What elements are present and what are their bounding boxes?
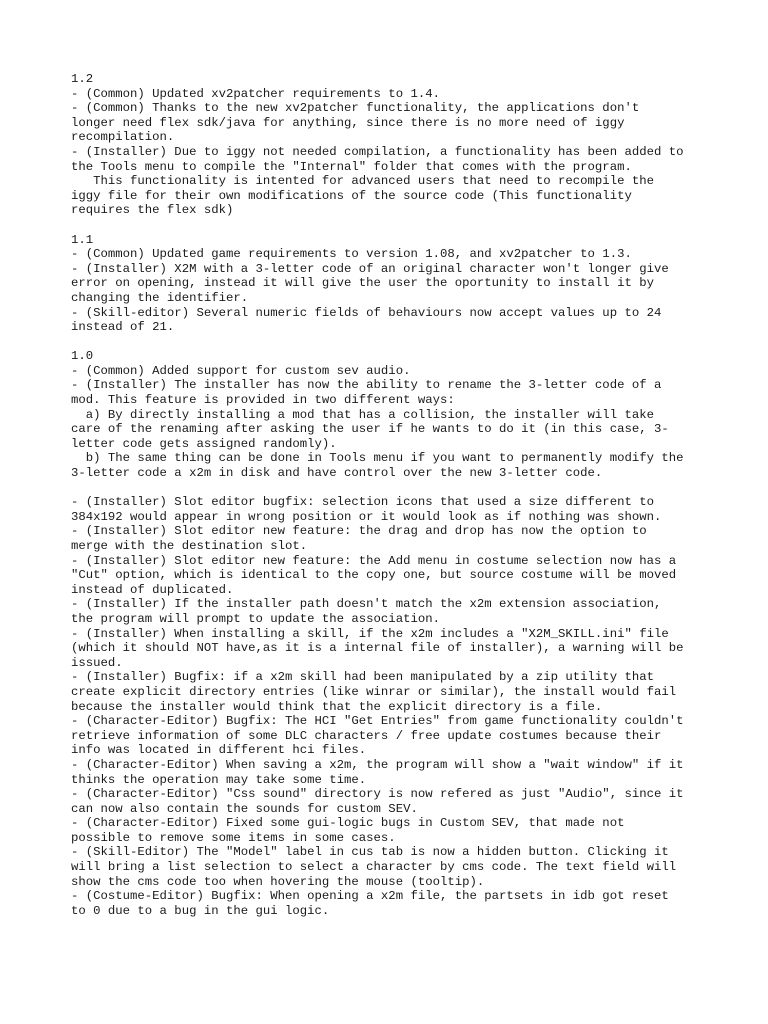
- changelog-line: the Tools menu to compile the "Internal" folder that comes with the program.: [71, 159, 632, 174]
- changelog-line: longer need flex sdk/java for anything, since there is no more need of iggy: [71, 115, 625, 130]
- changelog-section: [71, 233, 711, 335]
- changelog-line: - (Installer) Slot editor bugfix: selection icons that used a size different to: [71, 495, 654, 510]
- changelog-line: 3-letter code a x2m in disk and have control over the new 3-letter code.: [71, 466, 603, 481]
- changelog-section: [71, 72, 711, 218]
- changelog-line: b) The same thing can be done in Tools menu if you want to permanently modify the: [71, 451, 684, 466]
- changelog-line: - (Installer) If the installer path doesn't match the x2m extension association,: [71, 597, 662, 612]
- version-heading: 1.2: [71, 72, 94, 86]
- changelog-line: will bring a list selection to select a character by cms code. The text field will: [71, 860, 677, 875]
- changelog-line: care of the renaming after asking the user if he wants to do it (in this case, 3-: [71, 422, 669, 437]
- changelog-section: [71, 495, 711, 918]
- changelog-line: requires the flex sdk): [71, 203, 234, 218]
- changelog-line: because the installer would think that the explicit directory is a file.: [71, 699, 603, 714]
- changelog-line: - (Installer) Slot editor new feature: the Add menu in costume selection now has a: [71, 553, 677, 568]
- changelog-line: - (Installer) X2M with a 3-letter code of an original character won't longer give: [71, 261, 669, 276]
- changelog-line: - (Skill-editor) Several numeric fields of behaviours now accept values up to 24: [71, 305, 662, 320]
- changelog-line: (which it should NOT have,as it is a internal file of installer), a warning will be: [71, 641, 684, 656]
- changelog-line: retrieve information of some DLC characters / free update costumes because their: [71, 728, 662, 743]
- changelog-line: the program will prompt to update the association.: [71, 611, 440, 626]
- changelog-line: - (Costume-Editor) Bugfix: When opening a x2m file, the partsets in idb got reset: [71, 889, 669, 904]
- changelog-line: - (Common) Added support for custom sev audio.: [71, 363, 411, 378]
- version-heading: 1.0: [71, 349, 94, 364]
- changelog-line: - (Installer) Bugfix: if a x2m skill had been manipulated by a zip utility that: [71, 670, 654, 685]
- changelog-line: mod. This feature is provided in two different ways:: [71, 393, 455, 408]
- changelog-line: - (Common) Updated game requirements to version 1.08, and xv2patcher to 1.3.: [71, 247, 632, 262]
- changelog-line: changing the identifier.: [71, 290, 249, 305]
- changelog-line: iggy file for their own modifications of the source code (This functionality: [71, 188, 632, 203]
- changelog-line: This functionality is intented for advanced users that need to recompile the: [71, 174, 654, 189]
- changelog-line: recompilation.: [71, 130, 175, 145]
- changelog-line: - (Skill-Editor) The "Model" label in cus tab is now a hidden button. Clicking it: [71, 845, 669, 860]
- changelog-line: - (Common) Updated xv2patcher requirements to 1.4.: [71, 86, 440, 101]
- changelog-line: - (Common) Thanks to the new xv2patcher functionality, the applications don't: [71, 101, 640, 116]
- changelog-line: instead of 21.: [71, 320, 175, 335]
- changelog-line: merge with the destination slot.: [71, 539, 308, 553]
- changelog-document: [71, 72, 711, 933]
- changelog-line: letter code gets assigned randomly).: [71, 436, 337, 451]
- changelog-line: - (Installer) The installer has now the ability to rename the 3-letter code of a: [71, 378, 662, 393]
- changelog-line: can now also contain the sounds for custom SEV.: [71, 801, 418, 816]
- version-heading: 1.1: [71, 232, 94, 247]
- changelog-line: - (Character-Editor) "Css sound" directory is now refered as just "Audio", since it: [71, 787, 684, 802]
- changelog-line: a) By directly installing a mod that has a collision, the installer will take: [71, 407, 654, 422]
- changelog-line: - (Character-Editor) When saving a x2m, the program will show a "wait window" if it: [71, 757, 684, 772]
- changelog-line: - (Installer) Slot editor new feature: the drag and drop has now the option to: [71, 524, 647, 539]
- changelog-section: [71, 349, 711, 480]
- changelog-line: instead of duplicated.: [71, 582, 234, 597]
- changelog-line: create explicit directory entries (like winrar or similar), the install would fail: [71, 684, 677, 699]
- changelog-line: error on opening, instead it will give the user the oportunity to install it by: [71, 276, 654, 291]
- changelog-line: - (Installer) Due to iggy not needed compilation, a functionality has been added to: [71, 144, 684, 159]
- changelog-line: thinks the operation may take some time.: [71, 772, 367, 787]
- changelog-line: to 0 due to a bug in the gui logic.: [71, 903, 330, 918]
- changelog-line: info was located in different hci files.: [71, 743, 367, 758]
- changelog-line: - (Character-Editor) Bugfix: The HCI "Get Entries" from game functionality couldn't: [71, 714, 684, 729]
- changelog-line: show the cms code too when hovering the mouse (tooltip).: [71, 874, 485, 889]
- changelog-line: - (Character-Editor) Fixed some gui-logic bugs in Custom SEV, that made not: [71, 816, 625, 831]
- changelog-line: - (Installer) When installing a skill, if the x2m includes a "X2M_SKILL.ini" file: [71, 626, 669, 641]
- changelog-line: 384x192 would appear in wrong position or it would look as if nothing was shown.: [71, 509, 662, 524]
- changelog-line: issued.: [71, 655, 123, 670]
- changelog-line: "Cut" option, which is identical to the copy one, but source costume will be moved: [71, 568, 677, 583]
- changelog-line: possible to remove some items in some cases.: [71, 830, 396, 845]
